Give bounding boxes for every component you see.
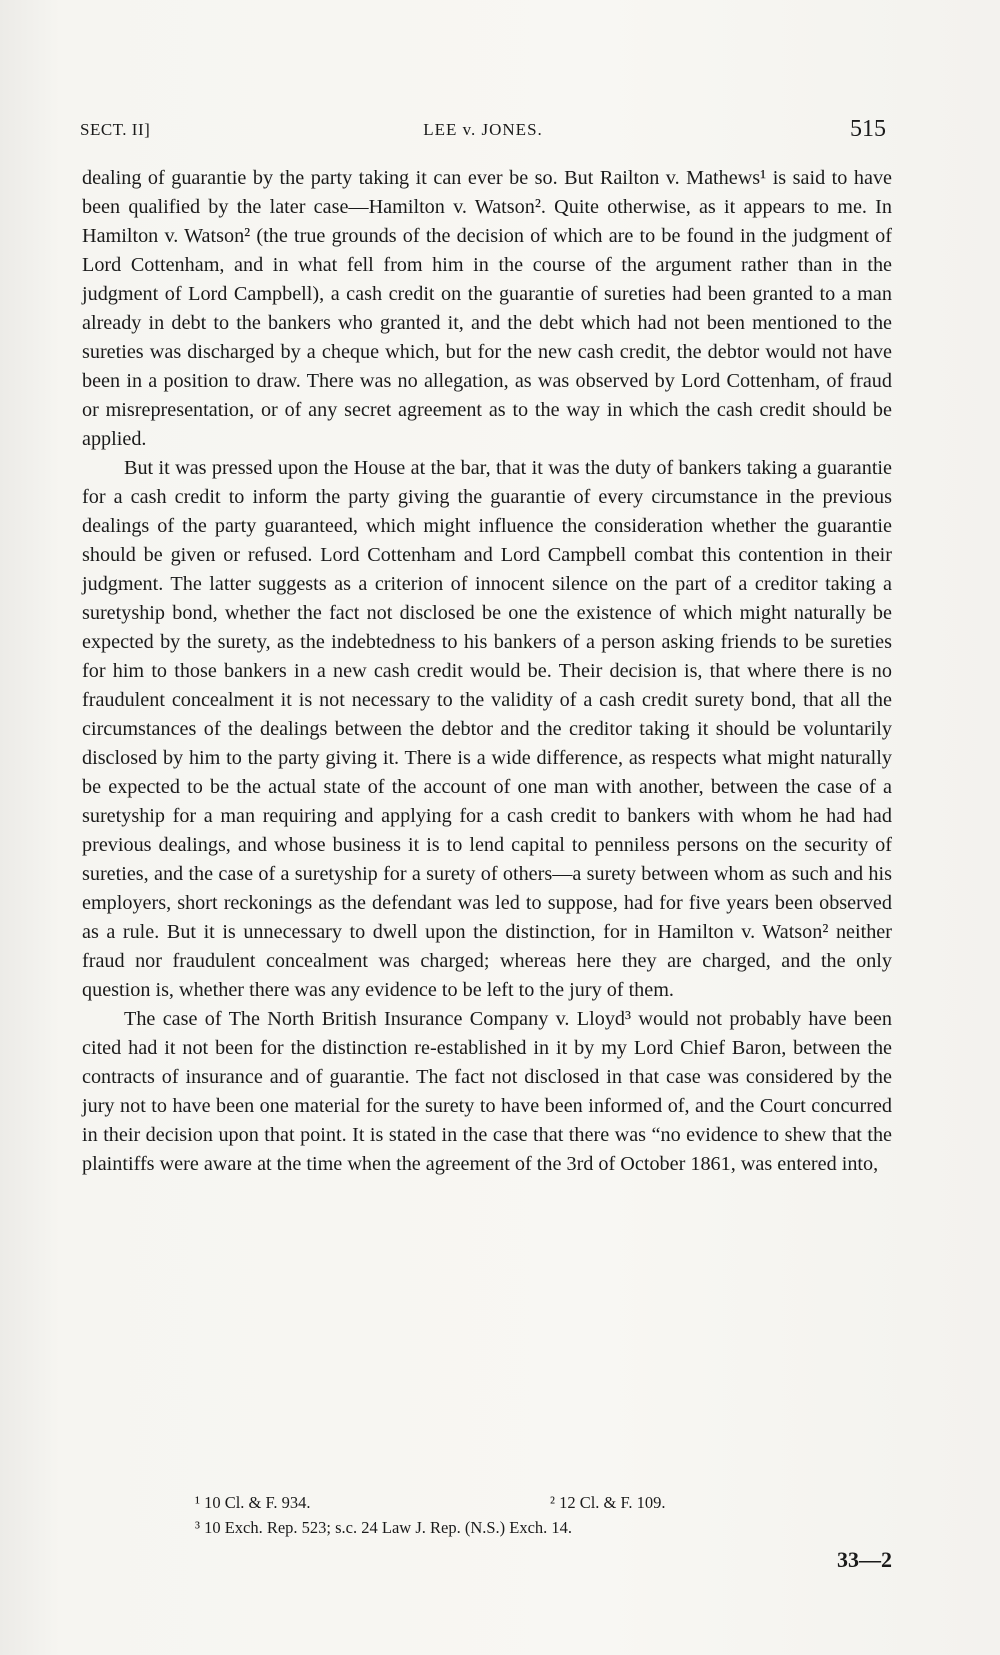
paragraph-3: The case of The North British Insurance Company v. Lloyd³ would not probably have been cited had it not been for the distinction re-established in it by my Lord Chief Baron, between the contracts of insurance and of guarantie. The fact not disclosed in that case was considered by the jury not to have been one material for the surety to have been informed of, and the Court concurred in their decision upon that point. It is stated in the case that there was “no evidence to shew that the plaintiffs were aware at the time when the agreement of the 3rd of October 1861, was entered into, — [82, 1008, 892, 1175]
footnote-1: ¹ 10 Cl. & F. 934. — [195, 1493, 311, 1512]
footnotes — [82, 1490, 892, 1540]
paragraph-2: But it was pressed upon the House at the bar, that it was the duty of bankers taking a guarantie for a cash credit to inform the party giving the guarantie of every circumstance in the previous dealings of the party guaranteed, which might influence the consideration whether the guarantie should be given or refused. Lord Cottenham and Lord Campbell combat this contention in their judgment. The latter suggests as a criterion of innocent silence on the part of a creditor taking a suretyship bond, whether the fact not disclosed be one the existence of which might naturally be expected by the surety, as the indebtedness to his bankers of a person asking friends to be sureties for him to those bankers in a new cash credit would be. Their decision is, that where there is no fraudulent concealment it is not necessary to the validity of a cash credit surety bond, that all the circumstances of the dealings between the debtor and the creditor taking it should be voluntarily disclosed by him to the party giving it. There is a wide difference, as respects what might naturally be expected to be the actual state of the account of one man with another, between the case of a suretyship for a man requiring and applying for a cash credit to bankers with whom he had had previous dealings, and whose business it is to lend capital to penniless persons on the security of sureties, and the case of a suretyship for a surety of others—a surety between whom as such and his employers, short reckonings as the defendant was led to suppose, had for five years been observed as a rule. But it is unnecessary to dwell upon the distinction, for in Hamilton v. Watson² neither fraud nor fraudulent concealment was charged; whereas here they are charged, and the only question is, whether there was any evidence to be left to the jury of them. — [82, 457, 892, 1001]
footnote-row-2 — [82, 1515, 892, 1540]
page-number: 515 — [850, 116, 886, 142]
running-header — [80, 118, 886, 150]
section-label: SECT. II] — [80, 120, 151, 139]
paragraph-1: dealing of guarantie by the party taking it can ever be so. But Railton v. Mathews¹ is said to have been qualified by the later case—Hamilton v. Watson². Quite otherwise, as it appears to me. In Hamilton v. Watson² (the true grounds of the decision of which are to be found in the judgment of Lord Cottenham, and in what fell from him in the course of the argument rather than in the judgment of Lord Campbell), a cash credit on the guarantie of sureties had been granted to a man already in debt to the bankers who granted it, and the debt which had not been mentioned to the sureties was discharged by a cheque which, but for the new cash credit, the debtor would not have been in a position to draw. There was no allegation, as was observed by Lord Cottenham, of fraud or misrepresentation, or of any secret agreement as to the way in which the cash credit should be applied. — [82, 167, 892, 450]
footnote-2: ² 12 Cl. & F. 109. — [550, 1493, 666, 1512]
running-title: LEE v. JONES. — [423, 120, 543, 139]
body-text — [82, 164, 892, 1179]
footnote-3: ³ 10 Exch. Rep. 523; s.c. 24 Law J. Rep. (N.S.) Exch. 14. — [195, 1518, 573, 1537]
footnote-row-1 — [82, 1490, 892, 1515]
printer-signature: 33—2 — [837, 1547, 892, 1572]
